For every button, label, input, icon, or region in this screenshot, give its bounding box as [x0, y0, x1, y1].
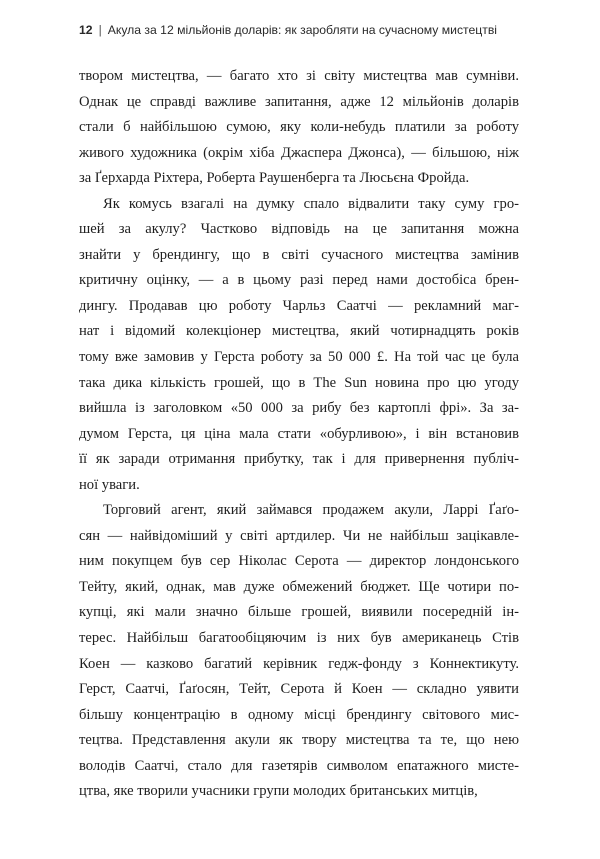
paragraph: [79, 64, 519, 192]
page-number: 12: [79, 23, 93, 37]
text-line: за Ґерхарда Ріхтера, Роберта Раушенберга та Люсьєна Фройда.: [79, 170, 470, 187]
text-line: стали б найбільшою сумою, яку коли-небудь платили за роботу: [79, 119, 519, 136]
paragraph: [79, 192, 519, 499]
text-line: Однак це справді важливе запитання, адже 12 мільйонів доларів: [79, 93, 519, 110]
text-line: цтва, яке творили учасники групи молодих британських митців,: [79, 783, 478, 800]
text-line: більшу концентрацію в одному місці брендингу світового мис-: [79, 706, 519, 723]
text-line: тецтва. Представлення акули як твору мистецтва та те, що нею: [79, 732, 519, 749]
text-line: дингу. Продавав цю роботу Чарльз Саатчі — рекламний маг-: [79, 297, 519, 314]
text-line: Торговий агент, який займався продажем акули, Ларрі Ґаґо-: [103, 502, 519, 519]
text-line: тому вже замовив у Герста роботу за 50 000 £. На той час це була: [79, 349, 519, 366]
text-line: думом Герста, ця ціна мала стати «обурливою», і він встановив: [79, 425, 519, 442]
text-line: твором мистецтва, — багато хто зі світу мистецтва мав сумніви.: [79, 68, 519, 84]
paragraph: [79, 498, 519, 805]
text-line: її як заради отримання прибутку, так і для привернення публіч-: [79, 451, 519, 468]
text-line: Тейту, який, однак, мав дуже обмежений бюджет. Ще чотири по-: [79, 578, 519, 595]
text-line: ним покупцем був сер Ніколас Серота — директор лондонського: [79, 553, 519, 570]
text-line: Герст, Саатчі, Ґаґосян, Тейт, Серота й Коен — складно уявити: [79, 681, 519, 698]
text-line: володів Саатчі, стало для газетярів символом епатажного мисте-: [79, 757, 519, 774]
text-line: нат і відомий колекціонер мистецтва, який чотирнадцять років: [79, 323, 519, 340]
text-line: критичну оцінку, — а в цьому разі перед нами достобіса брен-: [79, 272, 519, 289]
text-line: Коен — казково багатий керівник гедж-фонду з Коннектикуту.: [79, 655, 519, 672]
text-line: сян — найвідоміший у світі артдилер. Чи не найбільш зацікавле-: [79, 527, 519, 544]
text-line: шей за акулу? Частково відповідь на це запитання можна: [79, 221, 519, 238]
text-line: знайти у брендингу, що в світі сучасного мистецтва замінив: [79, 246, 519, 263]
header-separator: |: [98, 23, 102, 37]
book-title: Акула за 12 мільйонів доларів: як заробляти на сучасному мистецтві: [107, 23, 498, 37]
text-line: вийшла із заголовком «50 000 за рибу без картоплі фрі». За за-: [79, 400, 519, 417]
running-header: [79, 23, 539, 37]
text-line: купці, які мали значно більше грошей, виявили посередній ін-: [79, 604, 519, 621]
text-line: ної уваги.: [79, 476, 140, 493]
text-line: Як комусь взагалі на думку спало відвалити таку суму гро-: [103, 195, 519, 212]
text-line: така дика кількість грошей, що в The Sun новина про цю угоду: [79, 374, 519, 391]
body-text: [79, 64, 519, 805]
text-line: живого художника (окрім хіба Джаспера Джонса), — більшою, ніж: [79, 144, 519, 161]
text-line: терес. Найбільш багатообіцяючим із них був американець Стів: [79, 630, 519, 647]
